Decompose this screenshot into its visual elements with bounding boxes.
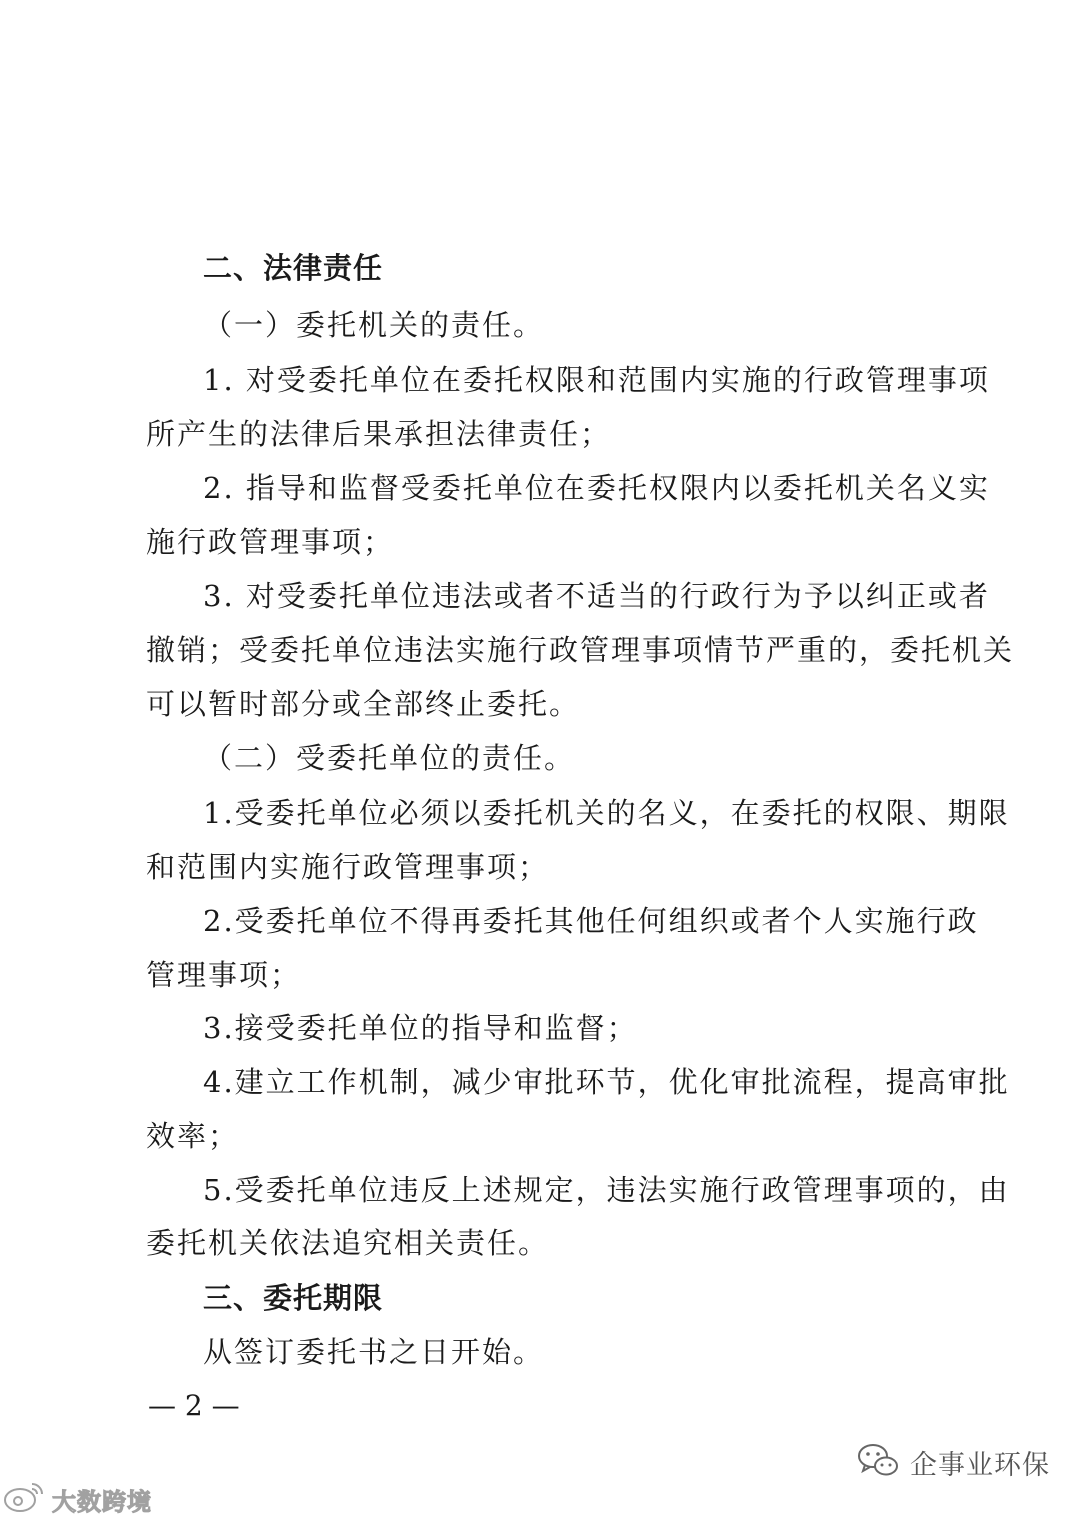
watermark-right xyxy=(856,1440,1050,1484)
paragraph-line: 施行政管理事项； xyxy=(146,525,395,559)
subsection-heading-entrusting-authority: （一）委托机关的责任。 xyxy=(203,308,545,342)
paragraph-line: 管理事项； xyxy=(146,958,302,992)
paragraph-line: 撤销；受委托单位违法实施行政管理事项情节严重的，委托机关 xyxy=(146,633,1015,667)
paragraph-line: 委托机关依法追究相关责任。 xyxy=(146,1226,550,1260)
paragraph-line: 1.受委托单位必须以委托机关的名义，在委托的权限、期限 xyxy=(203,796,1010,830)
watermark-right-text: 企事业环保 xyxy=(910,1449,1050,1481)
paragraph-line: 3.接受委托单位的指导和监督； xyxy=(203,1011,638,1045)
paragraph-line: 4.建立工作机制，减少审批环节，优化审批流程，提高审批 xyxy=(203,1065,1010,1099)
section-heading-entrustment-period: 三、委托期限 xyxy=(203,1281,384,1315)
watermark-left-text: 大数跨境 xyxy=(52,1487,152,1516)
paragraph-line: 1. 对受委托单位在委托权限和范围内实施的行政管理事项 xyxy=(203,363,990,397)
weibo-icon xyxy=(2,1480,46,1518)
paragraph-line: 从签订委托书之日开始。 xyxy=(203,1335,545,1369)
page-number: — 2 — xyxy=(148,1389,240,1422)
section-heading-legal-responsibility: 二、法律责任 xyxy=(203,251,384,285)
paragraph-line: 3. 对受委托单位违法或者不适当的行政行为予以纠正或者 xyxy=(203,579,990,613)
paragraph-line: 2.受委托单位不得再委托其他任何组织或者个人实施行政 xyxy=(203,904,979,938)
subsection-heading-entrusted-unit: （二）受委托单位的责任。 xyxy=(203,741,576,775)
paragraph-line: 5.受委托单位违反上述规定，违法实施行政管理事项的，由 xyxy=(203,1173,1010,1207)
paragraph-line: 和范围内实施行政管理事项； xyxy=(146,850,550,884)
paragraph-line: 可以暂时部分或全部终止委托。 xyxy=(146,687,581,721)
watermark-left xyxy=(2,1479,152,1519)
wechat-icon xyxy=(856,1441,900,1483)
paragraph-line: 效率； xyxy=(146,1119,240,1153)
paragraph-line: 2. 指导和监督受委托单位在委托权限内以委托机关名义实 xyxy=(203,471,990,505)
paragraph-line: 所产生的法律后果承担法律责任； xyxy=(146,417,612,451)
